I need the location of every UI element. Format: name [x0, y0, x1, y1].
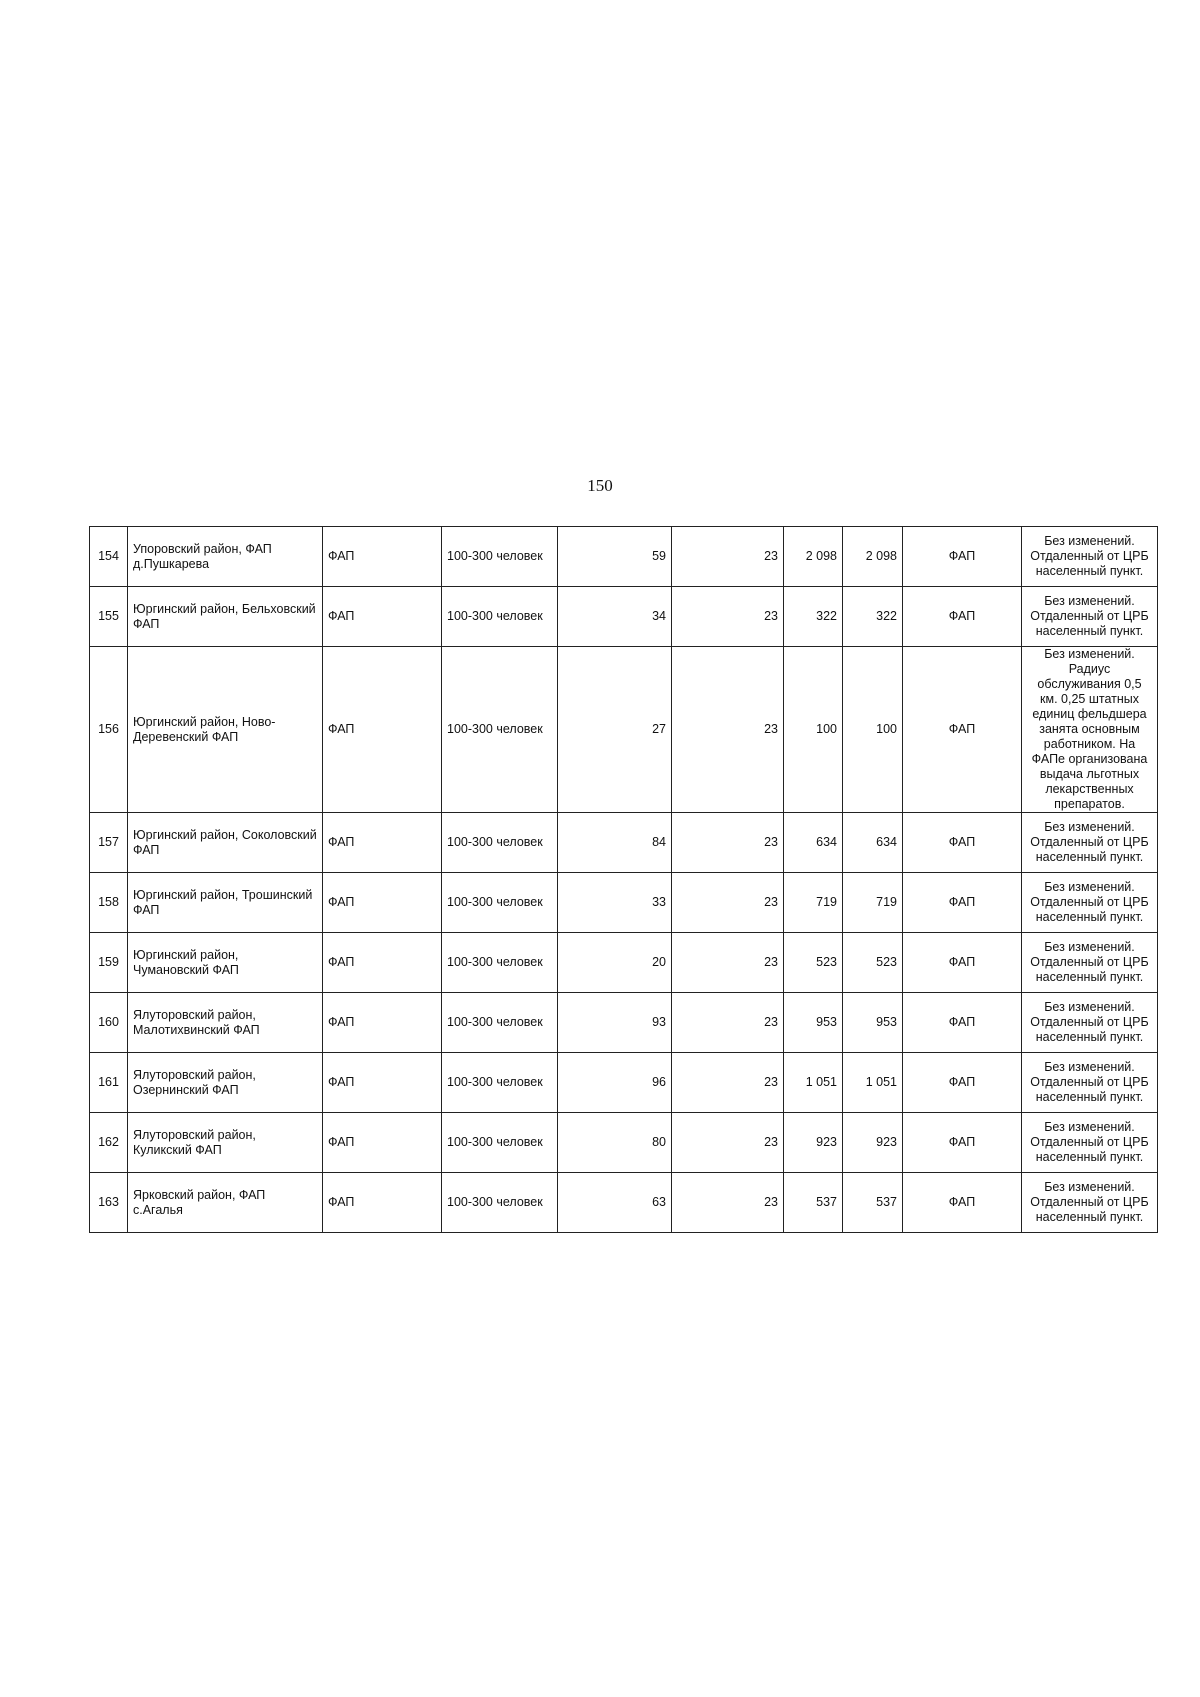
value-3-cell: 1 051 — [784, 1053, 843, 1113]
population-range-cell: 100-300 человек — [442, 1113, 558, 1173]
value-3-cell: 523 — [784, 933, 843, 993]
table-row — [90, 1113, 1158, 1173]
table-row — [90, 873, 1158, 933]
note-cell: Без изменений. Отдаленный от ЦРБ населенный пункт. — [1022, 873, 1158, 933]
note-cell: Без изменений. Отдаленный от ЦРБ населенный пункт. — [1022, 933, 1158, 993]
table-row — [90, 1053, 1158, 1113]
facility-name-cell: Юргинский район, Соколовский ФАП — [128, 813, 323, 873]
value-3-cell: 2 098 — [784, 527, 843, 587]
population-range-cell: 100-300 человек — [442, 933, 558, 993]
facility-name-cell: Ялуторовский район, Малотихвинский ФАП — [128, 993, 323, 1053]
value-4-cell: 953 — [843, 993, 903, 1053]
note-cell: Без изменений. Отдаленный от ЦРБ населенный пункт. — [1022, 993, 1158, 1053]
value-1-cell: 63 — [558, 1173, 672, 1233]
value-1-cell: 27 — [558, 647, 672, 813]
value-4-cell: 537 — [843, 1173, 903, 1233]
planned-type-cell: ФАП — [903, 527, 1022, 587]
table-row — [90, 993, 1158, 1053]
note-cell: Без изменений. Отдаленный от ЦРБ населенный пункт. — [1022, 527, 1158, 587]
note-cell: Без изменений. Отдаленный от ЦРБ населенный пункт. — [1022, 1173, 1158, 1233]
note-cell: Без изменений. Отдаленный от ЦРБ населенный пункт. — [1022, 1053, 1158, 1113]
row-number-cell: 157 — [90, 813, 128, 873]
value-1-cell: 80 — [558, 1113, 672, 1173]
facility-name-cell: Ялуторовский район, Куликский ФАП — [128, 1113, 323, 1173]
planned-type-cell: ФАП — [903, 1053, 1022, 1113]
facility-name-cell: Юргинский район, Чумановский ФАП — [128, 933, 323, 993]
value-2-cell: 23 — [672, 1113, 784, 1173]
value-2-cell: 23 — [672, 647, 784, 813]
value-1-cell: 59 — [558, 527, 672, 587]
value-2-cell: 23 — [672, 1053, 784, 1113]
value-2-cell: 23 — [672, 527, 784, 587]
value-1-cell: 20 — [558, 933, 672, 993]
table-row — [90, 1173, 1158, 1233]
planned-type-cell: ФАП — [903, 873, 1022, 933]
value-4-cell: 719 — [843, 873, 903, 933]
row-number-cell: 158 — [90, 873, 128, 933]
value-2-cell: 23 — [672, 933, 784, 993]
table-row — [90, 813, 1158, 873]
facilities-table — [89, 526, 1158, 1233]
population-range-cell: 100-300 человек — [442, 993, 558, 1053]
value-4-cell: 523 — [843, 933, 903, 993]
value-1-cell: 33 — [558, 873, 672, 933]
facility-type-cell: ФАП — [323, 933, 442, 993]
value-2-cell: 23 — [672, 993, 784, 1053]
planned-type-cell: ФАП — [903, 1173, 1022, 1233]
value-1-cell: 96 — [558, 1053, 672, 1113]
population-range-cell: 100-300 человек — [442, 647, 558, 813]
facility-type-cell: ФАП — [323, 587, 442, 647]
value-3-cell: 322 — [784, 587, 843, 647]
page-number: 150 — [587, 476, 613, 495]
facility-type-cell: ФАП — [323, 1053, 442, 1113]
value-4-cell: 1 051 — [843, 1053, 903, 1113]
facility-name-cell: Ялуторовский район, Озернинский ФАП — [128, 1053, 323, 1113]
value-1-cell: 34 — [558, 587, 672, 647]
note-cell: Без изменений. Отдаленный от ЦРБ населенный пункт. — [1022, 587, 1158, 647]
note-cell: Без изменений. Отдаленный от ЦРБ населенный пункт. — [1022, 813, 1158, 873]
planned-type-cell: ФАП — [903, 647, 1022, 813]
value-2-cell: 23 — [672, 813, 784, 873]
planned-type-cell: ФАП — [903, 813, 1022, 873]
value-2-cell: 23 — [672, 587, 784, 647]
value-4-cell: 923 — [843, 1113, 903, 1173]
value-3-cell: 537 — [784, 1173, 843, 1233]
facility-name-cell: Юргинский район, Ново-Деревенский ФАП — [128, 647, 323, 813]
value-3-cell: 719 — [784, 873, 843, 933]
facility-type-cell: ФАП — [323, 1173, 442, 1233]
table-row — [90, 527, 1158, 587]
value-3-cell: 100 — [784, 647, 843, 813]
row-number-cell: 155 — [90, 587, 128, 647]
population-range-cell: 100-300 человек — [442, 587, 558, 647]
facility-name-cell: Юргинский район, Трошинский ФАП — [128, 873, 323, 933]
value-1-cell: 84 — [558, 813, 672, 873]
value-4-cell: 2 098 — [843, 527, 903, 587]
population-range-cell: 100-300 человек — [442, 1173, 558, 1233]
facility-name-cell: Упоровский район, ФАП д.Пушкарева — [128, 527, 323, 587]
facility-name-cell: Юргинский район, Бельховский ФАП — [128, 587, 323, 647]
row-number-cell: 163 — [90, 1173, 128, 1233]
facility-type-cell: ФАП — [323, 647, 442, 813]
value-2-cell: 23 — [672, 873, 784, 933]
table-row — [90, 933, 1158, 993]
value-4-cell: 322 — [843, 587, 903, 647]
row-number-cell: 154 — [90, 527, 128, 587]
population-range-cell: 100-300 человек — [442, 527, 558, 587]
facility-type-cell: ФАП — [323, 527, 442, 587]
population-range-cell: 100-300 человек — [442, 813, 558, 873]
facility-type-cell: ФАП — [323, 993, 442, 1053]
value-4-cell: 634 — [843, 813, 903, 873]
value-2-cell: 23 — [672, 1173, 784, 1233]
row-number-cell: 159 — [90, 933, 128, 993]
table-body — [90, 527, 1158, 1233]
row-number-cell: 156 — [90, 647, 128, 813]
planned-type-cell: ФАП — [903, 1113, 1022, 1173]
value-3-cell: 923 — [784, 1113, 843, 1173]
planned-type-cell: ФАП — [903, 933, 1022, 993]
planned-type-cell: ФАП — [903, 587, 1022, 647]
population-range-cell: 100-300 человек — [442, 1053, 558, 1113]
value-3-cell: 953 — [784, 993, 843, 1053]
row-number-cell: 161 — [90, 1053, 128, 1113]
facility-type-cell: ФАП — [323, 873, 442, 933]
row-number-cell: 160 — [90, 993, 128, 1053]
population-range-cell: 100-300 человек — [442, 873, 558, 933]
value-1-cell: 93 — [558, 993, 672, 1053]
row-number-cell: 162 — [90, 1113, 128, 1173]
facility-type-cell: ФАП — [323, 813, 442, 873]
facility-name-cell: Ярковский район, ФАП с.Агалья — [128, 1173, 323, 1233]
table-row — [90, 647, 1158, 813]
planned-type-cell: ФАП — [903, 993, 1022, 1053]
note-cell: Без изменений. Отдаленный от ЦРБ населенный пункт. — [1022, 1113, 1158, 1173]
value-4-cell: 100 — [843, 647, 903, 813]
table-row — [90, 587, 1158, 647]
facility-type-cell: ФАП — [323, 1113, 442, 1173]
value-3-cell: 634 — [784, 813, 843, 873]
note-cell: Без изменений. Радиус обслуживания 0,5 км. 0,25 штатных единиц фельдшера занята основным работником. На ФАПе организована выдача льготных лекарственных препаратов. — [1022, 647, 1158, 813]
